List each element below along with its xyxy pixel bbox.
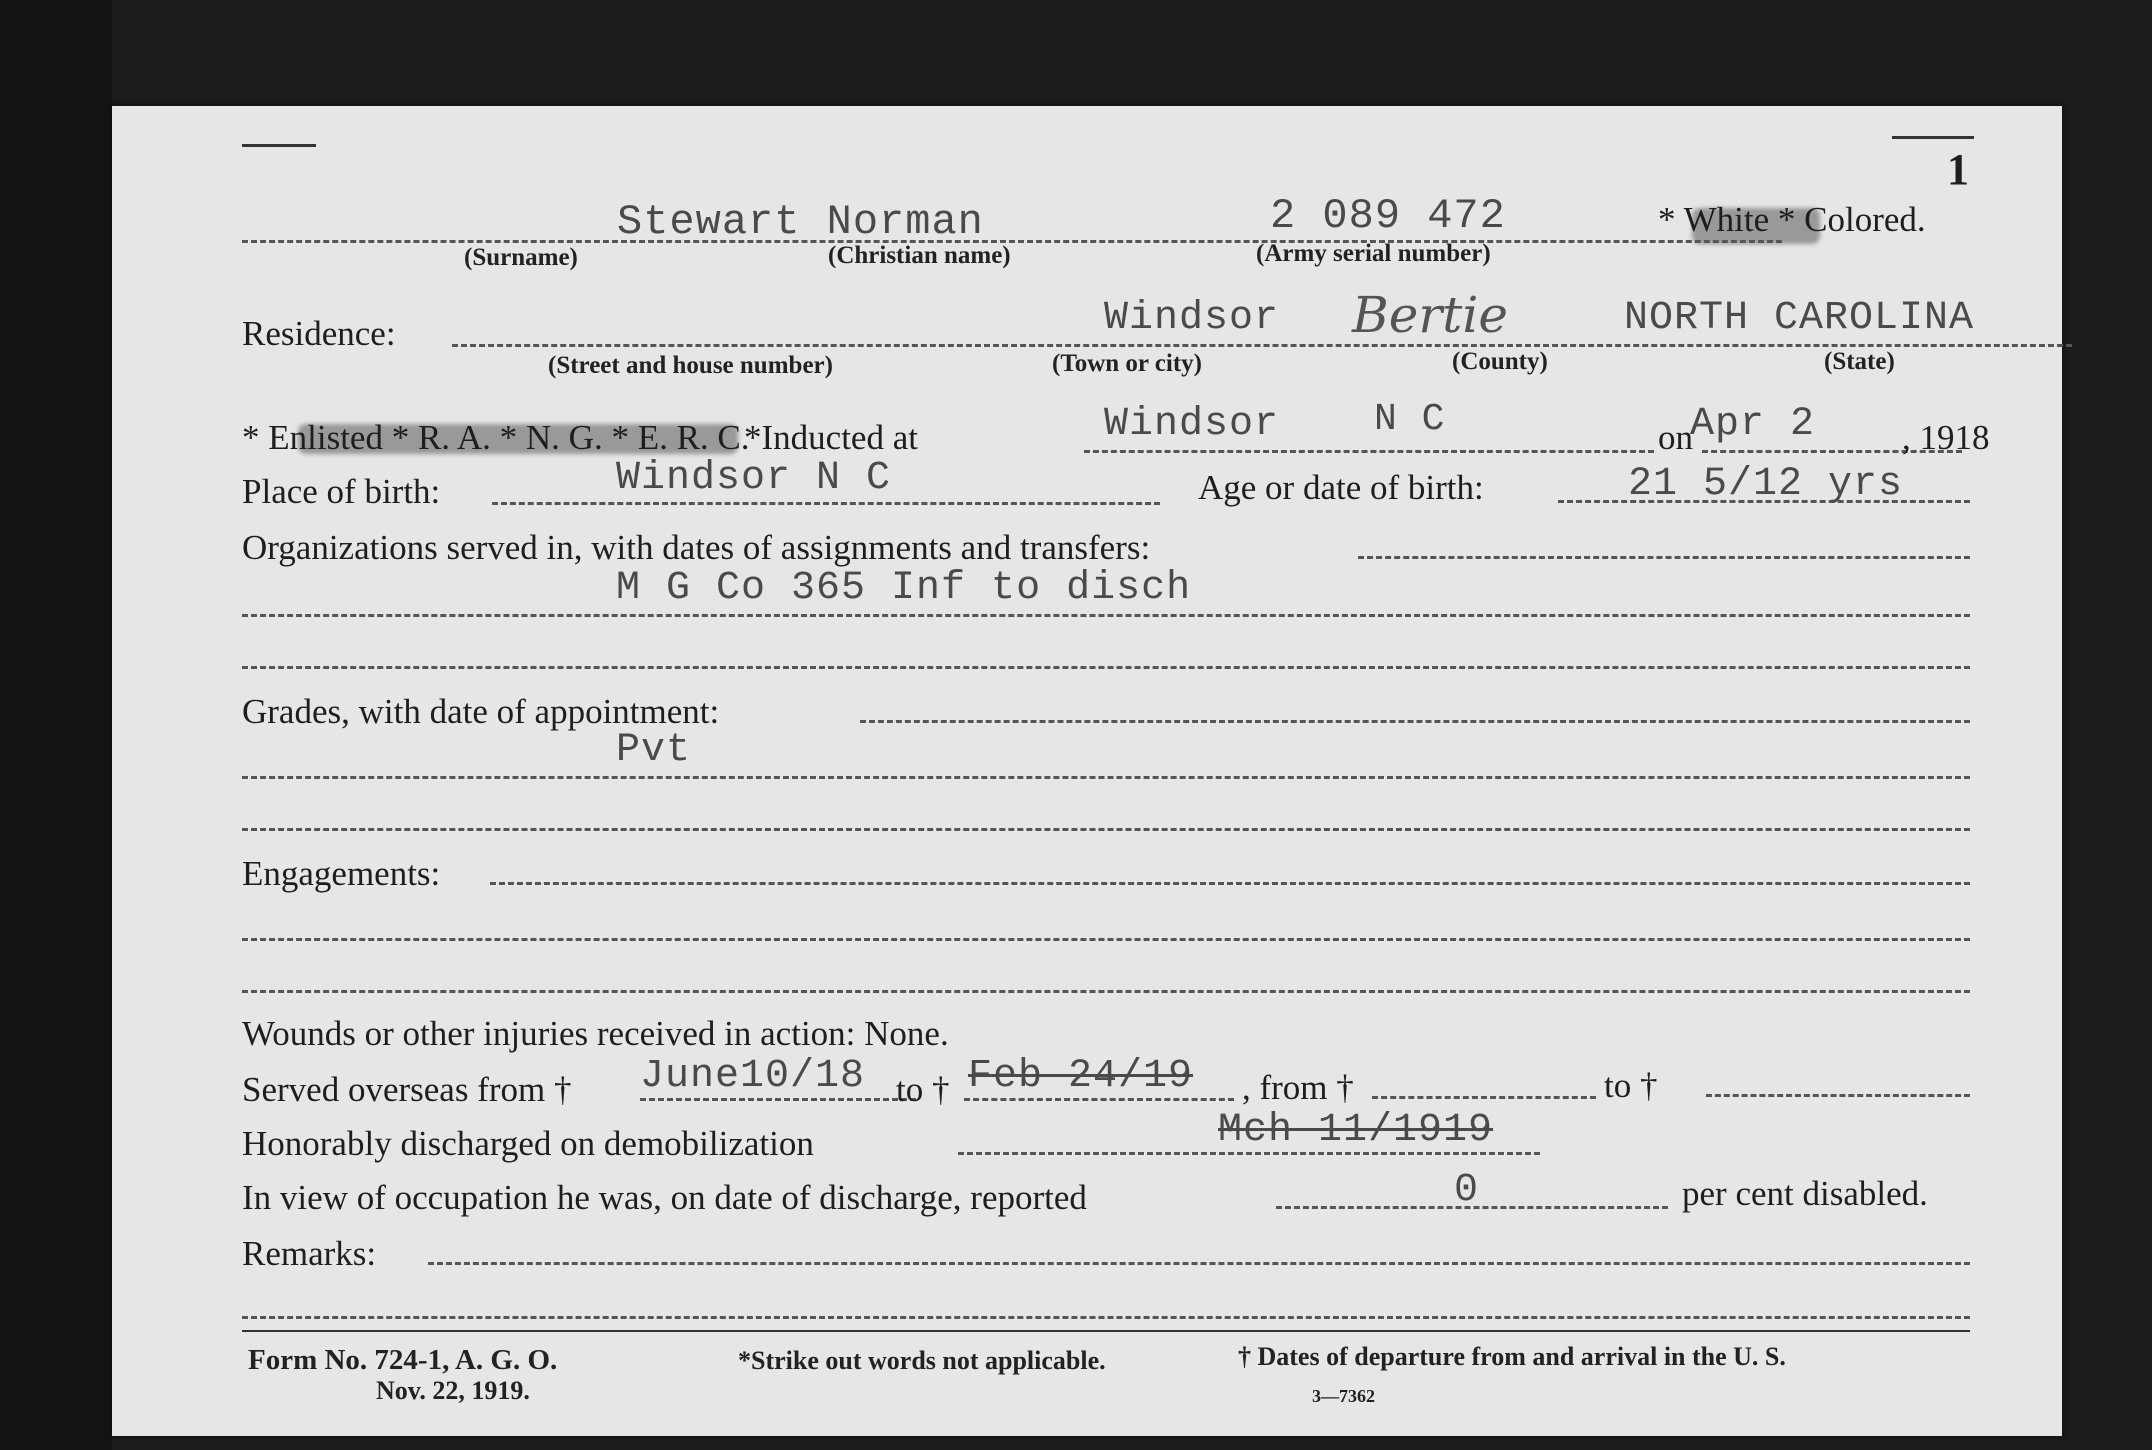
town-caption: (Town or city) (1052, 350, 1202, 377)
inducted-state-value: N C (1374, 398, 1446, 441)
disability-label: In view of occupation he was, on date of discharge, reported (242, 1178, 1087, 1217)
overseas-to-2-label: to † (1604, 1066, 1658, 1105)
residence-line (452, 344, 2072, 347)
place-of-birth-line (492, 502, 1160, 505)
inducted-label: *Inducted at (744, 418, 918, 457)
on-label: on (1658, 418, 1693, 457)
top-right-rule (1892, 136, 1974, 139)
organizations-line-3 (242, 666, 1970, 669)
army-serial-caption: (Army serial number) (1256, 240, 1491, 267)
engagements-line-2 (242, 938, 1970, 941)
county-caption: (County) (1452, 348, 1548, 375)
residence-county-value: Bertie (1352, 286, 1508, 344)
residence-state-value: NORTH CAROLINA (1624, 296, 1975, 341)
strike-out-note: *Strike out words not applicable. (738, 1346, 1106, 1375)
age-value: 21 5/12 yrs (1628, 462, 1904, 507)
form-date: Nov. 22, 1919. (376, 1376, 530, 1405)
army-serial-number-value: 2 089 472 (1270, 192, 1506, 240)
surname-caption: (Surname) (464, 244, 578, 271)
grade-value: Pvt (616, 728, 692, 773)
organizations-value: M G Co 365 Inf to disch (616, 566, 1192, 611)
print-code: 3—7362 (1312, 1386, 1375, 1406)
grades-line-1 (860, 720, 1970, 723)
top-left-rule (242, 144, 316, 147)
organizations-label: Organizations served in, with dates of assignments and transfers: (242, 528, 1151, 567)
overseas-to-2-line (1706, 1094, 1970, 1097)
discharged-label: Honorably discharged on demobilization (242, 1124, 814, 1163)
name-line (242, 240, 1782, 243)
residence-label: Residence: (242, 314, 396, 353)
inducted-year: , 1918 (1902, 418, 1990, 457)
scanner-edge (0, 0, 112, 1450)
inducted-date-value: Apr 2 (1690, 402, 1816, 447)
dates-note: † Dates of departure from and arrival in the U. S. (1238, 1342, 1786, 1371)
place-of-birth-label: Place of birth: (242, 472, 441, 511)
engagements-line-3 (242, 990, 1970, 993)
record-card (112, 106, 2062, 1436)
grades-label: Grades, with date of appointment: (242, 692, 720, 731)
form-number: Form No. 724-1, A. G. O. (248, 1344, 558, 1376)
engagements-label: Engagements: (242, 854, 441, 893)
engagements-line-1 (490, 882, 1970, 885)
state-caption: (State) (1824, 348, 1895, 375)
organizations-line-2 (242, 614, 1970, 617)
card-number: 1 (1947, 145, 1969, 194)
enlisted-options: * Enlisted * R. A. * N. G. * E. R. C. (242, 418, 750, 457)
grades-line-2 (242, 776, 1970, 779)
served-overseas-label: Served overseas from † (242, 1070, 572, 1109)
residence-town-value: Windsor (1104, 296, 1280, 341)
surname-value: Stewart Norman (617, 198, 984, 246)
overseas-from-2-line (1372, 1096, 1596, 1099)
overseas-from-2-label: , from † (1242, 1068, 1354, 1107)
remarks-label: Remarks: (242, 1234, 377, 1273)
percent-disabled-label: per cent disabled. (1682, 1174, 1928, 1213)
place-of-birth-value: Windsor N C (616, 456, 892, 501)
wounds-label: Wounds or other injuries received in action: None. (242, 1014, 949, 1053)
overseas-from-value: June10/18 (640, 1054, 866, 1099)
disability-value: 0 (1454, 1168, 1480, 1213)
inducted-place-value: Windsor (1104, 402, 1280, 447)
remarks-line-2 (242, 1316, 1970, 1319)
street-caption: (Street and house number) (548, 352, 833, 379)
overseas-to-value: Feb 24/19 (968, 1054, 1194, 1099)
christian-name-caption: (Christian name) (828, 242, 1011, 269)
discharged-date-value: Mch 11/1919 (1218, 1108, 1494, 1153)
race-options: * White * Colored. (1658, 200, 1926, 239)
remarks-line-1 (428, 1262, 1970, 1265)
footer-rule (242, 1330, 1970, 1332)
age-label: Age or date of birth: (1198, 468, 1484, 507)
grades-line-3 (242, 828, 1970, 831)
overseas-to-label: to † (896, 1070, 950, 1109)
inducted-line (1084, 450, 1654, 453)
organizations-line-1 (1358, 556, 1970, 559)
